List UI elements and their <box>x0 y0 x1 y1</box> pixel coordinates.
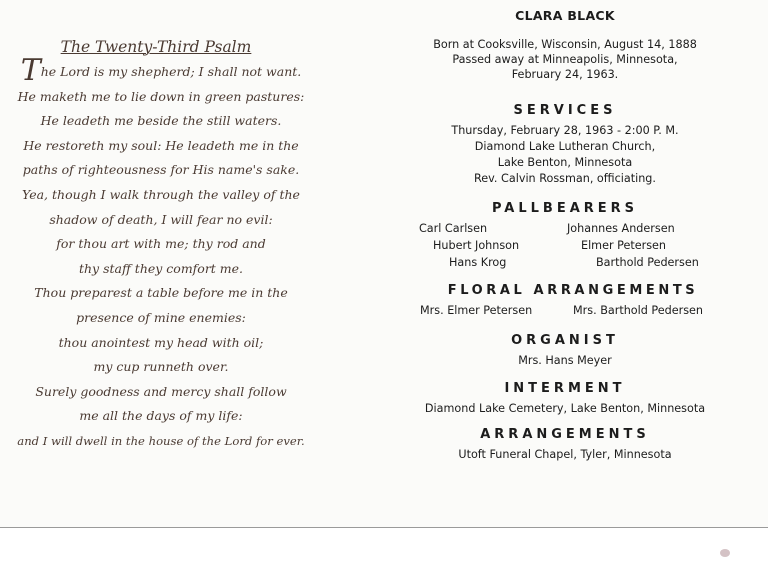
arrangements-heading: ARRANGEMENTS <box>480 427 650 442</box>
psalm-line: me all the days of my life: <box>79 408 243 424</box>
psalm-line: Surely goodness and mercy shall follow <box>35 383 287 399</box>
death-line: Passed away at Minneapolis, Minnesota, <box>452 53 678 66</box>
paper-smudge <box>720 549 730 557</box>
psalm-line: presence of mine enemies: <box>76 309 246 325</box>
psalm-panel <box>0 34 322 454</box>
psalm-line: and I will dwell in the house of the Lord for ever. <box>17 433 305 448</box>
psalm-line: shadow of death, I will fear no evil: <box>49 211 273 227</box>
deceased-name: CLARA BLACK <box>515 8 615 23</box>
psalm-line: paths of righteousness for His name's sake. <box>22 162 300 178</box>
interment-place: Diamond Lake Cemetery, Lake Benton, Minnesota <box>424 402 706 415</box>
psalm-line: thou anointest my head with oil; <box>58 334 264 350</box>
pallbearer-name: Elmer Petersen <box>581 239 667 252</box>
psalm-line: He restoreth my soul: He leadeth me in the <box>23 137 299 153</box>
psalm-dropcap: T <box>20 53 41 88</box>
floral-name: Mrs. Barthold Pedersen <box>573 304 704 317</box>
arrangements-place: Utoft Funeral Chapel, Tyler, Minnesota <box>458 448 672 461</box>
birth-line: Born at Cooksville, Wisconsin, August 14, 1888 <box>433 38 697 51</box>
organist-heading: ORGANIST <box>511 333 619 348</box>
pallbearer-name: Carl Carlsen <box>419 222 488 235</box>
services-line: Diamond Lake Lutheran Church, <box>474 140 656 153</box>
psalm-line: Yea, though I walk through the valley of the <box>22 186 300 202</box>
services-line: Thursday, February 28, 1963 - 2:00 P. M. <box>451 124 679 137</box>
services-line: Lake Benton, Minnesota <box>497 156 633 169</box>
interment-heading: INTERMENT <box>504 381 626 396</box>
pallbearer-name: Barthold Pedersen <box>596 256 699 269</box>
pallbearer-name: Hubert Johnson <box>433 239 520 252</box>
psalm-title: The Twenty-Third Psalm <box>60 38 252 56</box>
floral-heading: FLORAL ARRANGEMENTS <box>447 283 699 298</box>
psalm-first-line: he Lord is my shepherd; I shall not want. <box>40 64 302 79</box>
psalm-line <box>0 53 322 88</box>
services-line: Rev. Calvin Rossman, officiating. <box>474 172 656 185</box>
death-date: February 24, 1963. <box>511 68 619 81</box>
pallbearers-heading: PALLBEARERS <box>491 201 639 216</box>
psalm-line: He maketh me to lie down in green pastures: <box>17 88 305 104</box>
card-edge <box>0 527 768 528</box>
psalm-line: Thou preparest a table before me in the <box>34 285 288 301</box>
organist-name: Mrs. Hans Meyer <box>518 354 612 367</box>
pallbearer-name: Johannes Andersen <box>567 222 675 235</box>
psalm-line: my cup runneth over. <box>93 359 229 375</box>
pallbearer-name: Hans Krog <box>449 256 507 269</box>
psalm-line: thy staff they comfort me. <box>78 260 244 276</box>
psalm-line: He leadeth me beside the still waters. <box>40 113 282 129</box>
psalm-line: for thou art with me; thy rod and <box>56 236 266 252</box>
floral-name: Mrs. Elmer Petersen <box>420 304 533 317</box>
services-heading: SERVICES <box>513 103 617 118</box>
